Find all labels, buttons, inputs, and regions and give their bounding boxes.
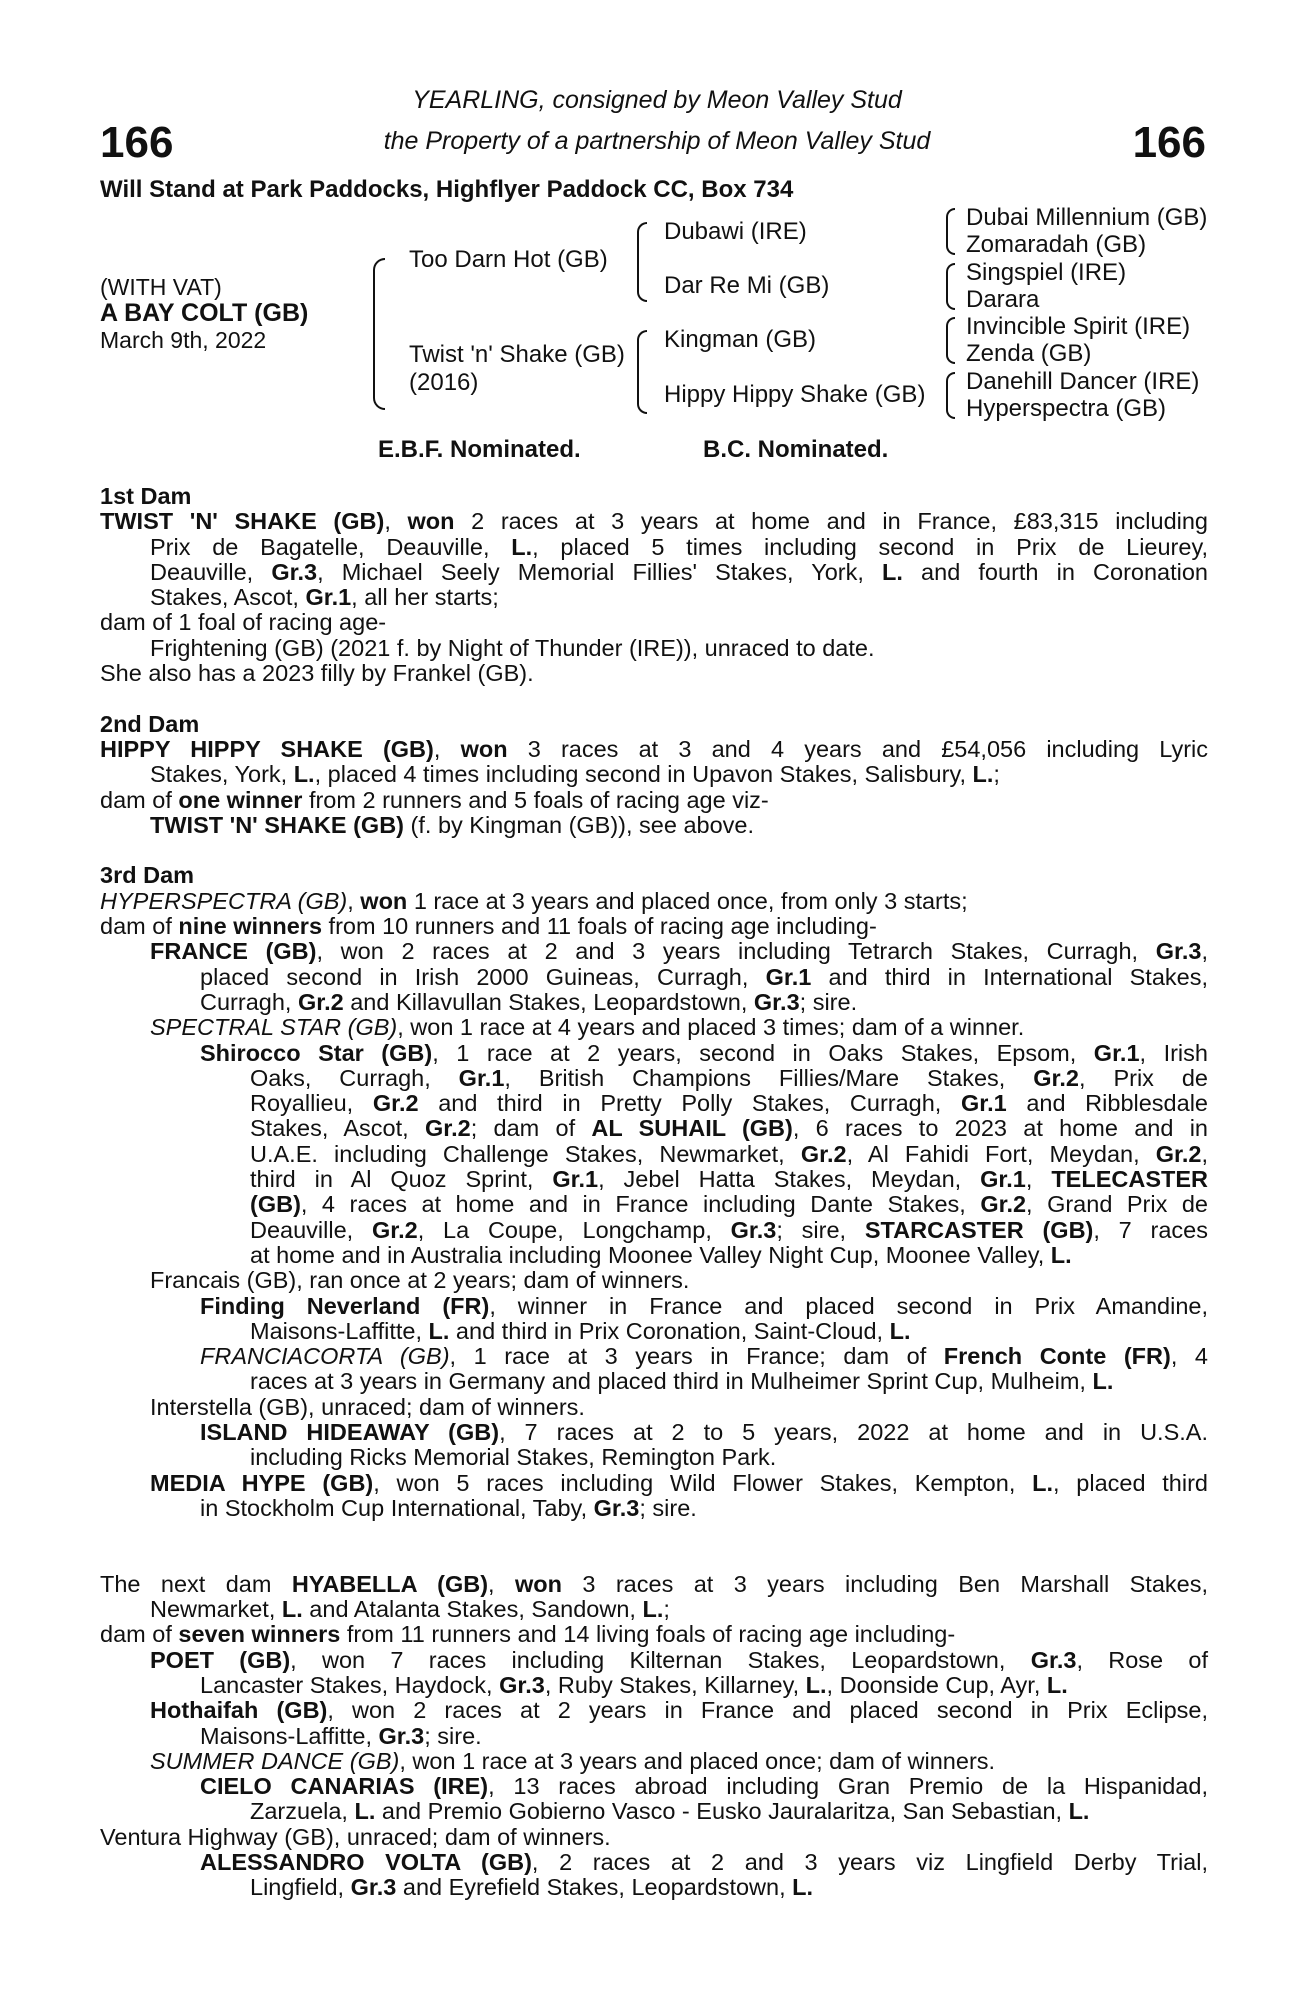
third-dam-line-18: Maisons-Laffitte, L. and third in Prix Coronation, Saint-Cloud, L.: [250, 1317, 911, 1344]
lot-number-right: 166: [1132, 118, 1206, 167]
third-dam-line-8: Oaks, Curragh, Gr.1, British Champions Fillies/Mare Stakes, Gr.2, Prix de: [250, 1064, 1208, 1091]
next-dam-line-6: Hothaifah (GB), won 2 races at 2 years in France and placed second in Prix Eclipse,: [150, 1697, 1208, 1724]
first-dam-line-3: Deauville, Gr.3, Michael Seely Memorial Fillies' Stakes, York, L. and fourth in Coronation: [150, 558, 1208, 585]
lot-number-left: 166: [100, 118, 174, 167]
catalogue-body: [100, 484, 1208, 1901]
second-dam-line-4: TWIST 'N' SHAKE (GB) (f. by Kingman (GB)), see above.: [150, 811, 755, 838]
dam-name: TWIST 'N' SHAKE (GB): [100, 508, 385, 535]
dam-brace: [637, 330, 647, 414]
third-dam-line-6: SPECTRAL STAR (GB), won 1 race at 4 years and placed 3 times; dam of a winner.: [150, 1014, 1025, 1041]
bc-nomination: B.C. Nominated.: [703, 436, 889, 463]
g-brace-3: [946, 317, 955, 364]
g-brace-4: [946, 372, 955, 419]
third-dam-line-1: HYPERSPECTRA (GB), won 1 race at 3 years and placed once, from only 3 starts;: [100, 887, 968, 914]
third-dam-line-19: FRANCIACORTA (GB), 1 race at 3 years in France; dam of French Conte (FR), 4: [200, 1343, 1208, 1370]
next-dam-line-2: Newmarket, L. and Atalanta Stakes, Sandown, L.;: [150, 1596, 670, 1623]
third-dam-line-3: FRANCE (GB), won 2 races at 2 and 3 years including Tetrarch Stakes, Curragh, Gr.3,: [150, 938, 1208, 965]
third-dam-line-5: Curragh, Gr.2 and Killavullan Stakes, Leopardstown, Gr.3; sire.: [200, 988, 858, 1015]
dam-year: (2016): [409, 369, 479, 396]
next-dam-line-7: Maisons-Laffitte, Gr.3; sire.: [200, 1722, 482, 1749]
third-dam-line-25: in Stockholm Cup International, Taby, Gr.3; sire.: [200, 1494, 697, 1521]
third-dam-line-2: dam of nine winners from 10 runners and 11 foals of racing age including-: [100, 913, 877, 940]
horse-name: A BAY COLT (GB): [100, 299, 309, 327]
third-dam-line-12: third in Al Quoz Sprint, Gr.1, Jebel Hatta Stakes, Meydan, Gr.1, TELECASTER: [250, 1166, 1208, 1193]
third-dam-line-11: U.A.E. including Challenge Stakes, Newmarket, Gr.2, Al Fahidi Fort, Meydan, Gr.2,: [250, 1140, 1208, 1167]
third-dam-line-7: Shirocco Star (GB), 1 race at 2 years, second in Oaks Stakes, Epsom, Gr.1, Irish: [200, 1039, 1208, 1066]
third-dam-line-17: Finding Neverland (FR), winner in France and placed second in Prix Amandine,: [200, 1292, 1209, 1319]
first-dam-line-6: Frightening (GB) (2021 f. by Night of Thunder (IRE)), unraced to date.: [150, 634, 875, 661]
third-dam-line-23: including Ricks Memorial Stakes, Remington Park.: [250, 1444, 777, 1471]
dam-dam: Hippy Hippy Shake (GB): [664, 381, 926, 408]
location-line: Will Stand at Park Paddocks, Highflyer Paddock CC, Box 734: [100, 176, 794, 203]
dam-sire: Kingman (GB): [664, 326, 817, 353]
third-dam-line-22: ISLAND HIDEAWAY (GB), 7 races at 2 to 5 years, 2022 at home and in U.S.A.: [200, 1418, 1208, 1445]
granddam-1: Zomaradah (GB): [966, 231, 1147, 258]
second-dam-line-3: dam of one winner from 2 runners and 5 foals of racing age viz-: [100, 786, 769, 813]
third-dam-heading: 3rd Dam: [100, 862, 195, 889]
next-dam-line-3: dam of seven winners from 11 runners and 14 living foals of racing age including-: [100, 1621, 956, 1648]
granddam-4: Hyperspectra (GB): [966, 395, 1167, 422]
grandsire-4: Danehill Dancer (IRE): [966, 368, 1200, 395]
third-dam-line-24: MEDIA HYPE (GB), won 5 races including Wild Flower Stakes, Kempton, L., placed third: [150, 1469, 1208, 1496]
third-dam-line-20: races at 3 years in Germany and placed third in Mulheimer Sprint Cup, Mulheim, L.: [250, 1368, 1114, 1395]
second-dam-line-2: Stakes, York, L., placed 4 times including second in Upavon Stakes, Salisbury, L.;: [150, 761, 1000, 788]
pedigree-brace: [373, 258, 385, 410]
next-dam-line-5: Lancaster Stakes, Haydock, Gr.3, Ruby Stakes, Killarney, L., Doonside Cup, Ayr, L.: [200, 1671, 1068, 1698]
third-dam-line-4: placed second in Irish 2000 Guineas, Curragh, Gr.1 and third in International Stakes,: [200, 963, 1208, 990]
dam: Twist 'n' Shake (GB): [409, 341, 625, 368]
property-line: the Property of a partnership of Meon Valley Stud: [383, 127, 931, 155]
next-dam-line-10: Zarzuela, L. and Premio Gobierno Vasco - Eusko Jauralaritza, San Sebastian, L.: [250, 1798, 1090, 1825]
grandsire-3: Invincible Spirit (IRE): [966, 313, 1191, 340]
third-dam-line-21: Interstella (GB), unraced; dam of winners.: [150, 1393, 585, 1420]
third-dam-line-16: Francais (GB), ran once at 2 years; dam of winners.: [150, 1267, 690, 1294]
granddam-2: Darara: [966, 286, 1040, 313]
grandsire-1: Dubai Millennium (GB): [966, 204, 1208, 231]
third-dam-line-9: Royallieu, Gr.2 and third in Pretty Polly Stakes, Curragh, Gr.1 and Ribblesdale: [250, 1090, 1208, 1117]
first-dam-heading: 1st Dam: [100, 483, 192, 509]
first-dam-line-7: She also has a 2023 filly by Frankel (GB).: [100, 660, 534, 687]
next-dam-line-12: ALESSANDRO VOLTA (GB), 2 races at 2 and 3 years viz Lingfield Derby Trial,: [200, 1849, 1208, 1876]
third-dam-line-10: Stakes, Ascot, Gr.2; dam of AL SUHAIL (GB), 6 races to 2023 at home and in: [250, 1115, 1208, 1142]
sire-dam: Dar Re Mi (GB): [664, 272, 830, 299]
next-dam-line-8: SUMMER DANCE (GB), won 1 race at 3 years and placed once; dam of winners.: [150, 1747, 996, 1774]
third-dam-line-14: Deauville, Gr.2, La Coupe, Longchamp, Gr.3; sire, STARCASTER (GB), 7 races: [250, 1216, 1208, 1243]
first-dam-line-4: Stakes, Ascot, Gr.1, all her starts;: [150, 584, 499, 611]
second-dam-line-1: HIPPY HIPPY SHAKE (GB), won 3 races at 3 and 4 years and £54,056 including Lyric: [100, 735, 1208, 762]
consignor-line: YEARLING, consigned by Meon Valley Stud: [412, 86, 902, 114]
g-brace-2: [946, 263, 955, 310]
second-dam-heading: 2nd Dam: [100, 710, 200, 737]
granddam-3: Zenda (GB): [966, 340, 1092, 367]
sire: Too Darn Hot (GB): [409, 246, 608, 273]
g-brace-1: [946, 208, 955, 255]
sire-sire: Dubawi (IRE): [664, 218, 807, 245]
sire-brace: [637, 222, 647, 302]
next-dam-line-4: POET (GB), won 7 races including Kilternan Stakes, Leopardstown, Gr.3, Rose of: [150, 1646, 1209, 1673]
next-dam-line-13: Lingfield, Gr.3 and Eyrefield Stakes, Leopardstown, L.: [250, 1874, 814, 1901]
first-dam-line-5: dam of 1 foal of racing age-: [100, 609, 387, 636]
third-dam-line-15: at home and in Australia including Moonee Valley Night Cup, Moonee Valley, L.: [250, 1241, 1072, 1268]
third-dam-line-13: (GB), 4 races at home and in France including Dante Stakes, Gr.2, Grand Prix de: [250, 1191, 1208, 1218]
next-dam-line-9: CIELO CANARIAS (IRE), 13 races abroad including Gran Premio de la Hispanidad,: [200, 1773, 1208, 1800]
first-dam-line-2: Prix de Bagatelle, Deauville, L., placed 5 times including second in Prix de Lieurey,: [150, 533, 1208, 560]
next-dam-line-11: Ventura Highway (GB), unraced; dam of winners.: [100, 1823, 611, 1850]
ebf-nomination: E.B.F. Nominated.: [378, 436, 581, 463]
foaling-date: March 9th, 2022: [100, 327, 267, 353]
grandsire-2: Singspiel (IRE): [966, 259, 1127, 286]
next-dam-line-1: The next dam HYABELLA (GB), won 3 races at 3 years including Ben Marshall Stakes,: [100, 1570, 1208, 1597]
first-dam-line-1: TWIST 'N' SHAKE (GB), won 2 races at 3 years at home and in France, £83,315 including: [100, 508, 1209, 535]
vat-label: (WITH VAT): [100, 274, 222, 300]
